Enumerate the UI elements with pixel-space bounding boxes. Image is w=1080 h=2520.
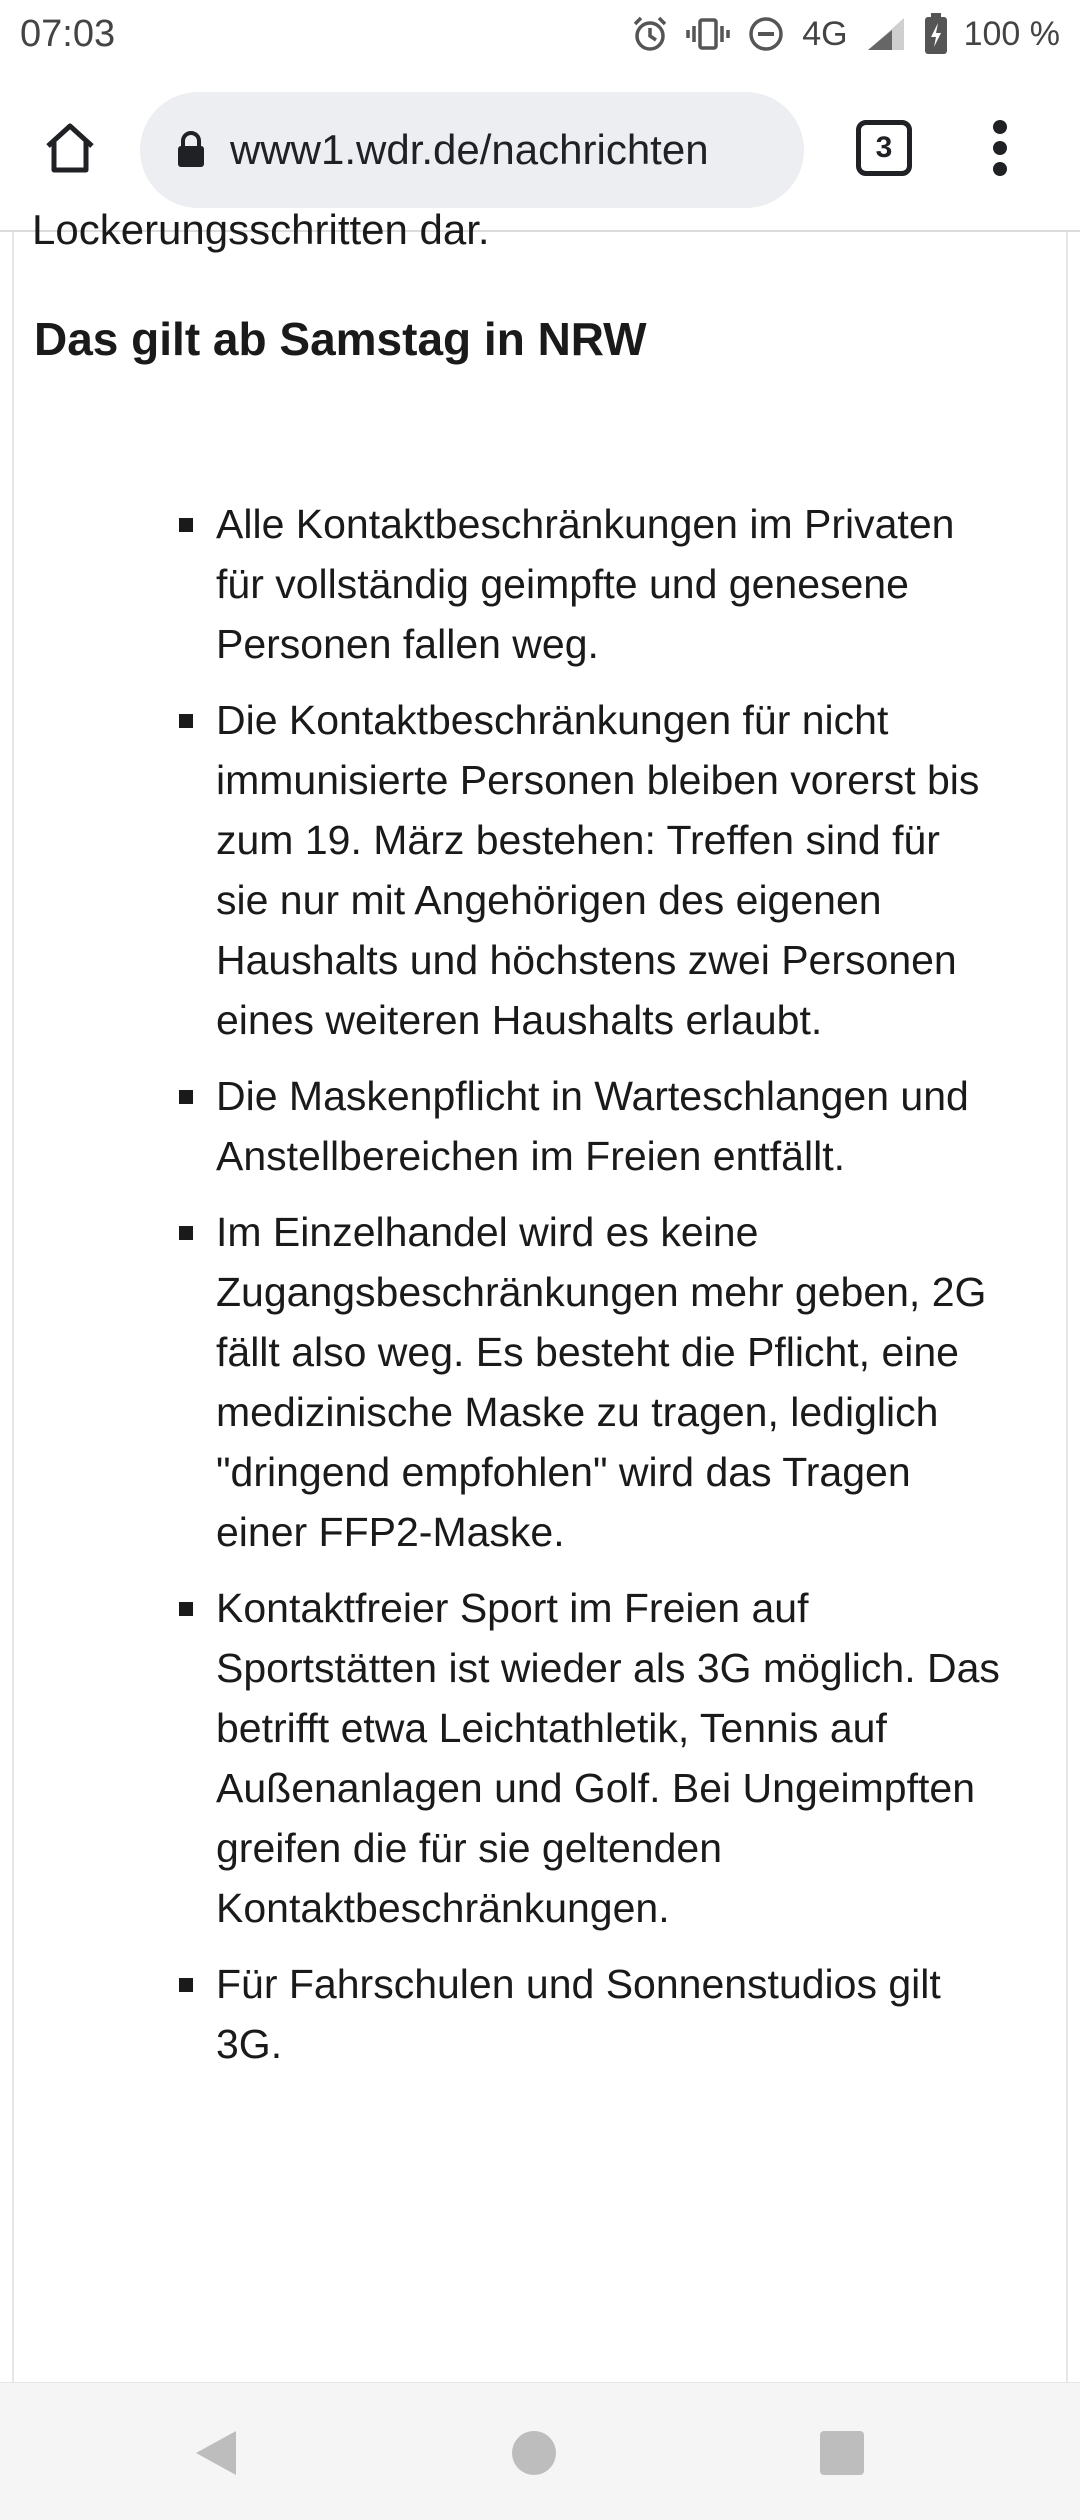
list-item xyxy=(14,1954,1070,2074)
bullet-marker xyxy=(179,1978,193,1992)
home-button[interactable] xyxy=(34,112,106,184)
bullet-marker xyxy=(179,1090,193,1104)
url-text: www1.wdr.de/nachrichten xyxy=(230,126,709,173)
list-item xyxy=(14,690,1070,1050)
back-icon[interactable] xyxy=(196,2431,236,2475)
list-item-text: Kontaktfreier Sport im Freien auf Sportstätten ist wieder als 3G möglich. Das betrifft etwa Leichtathletik, Tennis auf Außenanlagen und Golf. Bei Ungeimpften greifen die für sie geltenden Kontaktbeschränkungen. xyxy=(216,1585,1000,1931)
previous-paragraph-fragment: Lockerungsschritten dar. xyxy=(32,206,490,253)
list-item xyxy=(14,1202,1070,1562)
address-bar[interactable] xyxy=(140,92,804,208)
section-headline: Das gilt ab Samstag in NRW xyxy=(34,313,647,365)
status-bar xyxy=(0,0,1080,68)
lock-icon xyxy=(176,131,206,169)
list-item-text: Im Einzelhandel wird es keine Zugangsbeschränkungen mehr geben, 2G fällt also weg. Es besteht die Pflicht, eine medizinische Maske zu tragen, lediglich "dringend empfohlen" wird das Tragen einer FFP2-Maske. xyxy=(216,1209,987,1555)
battery-icon xyxy=(924,13,948,55)
home-icon xyxy=(40,118,100,178)
list-item-text: Für Fahrschulen und Sonnenstudios gilt 3G. xyxy=(216,1961,941,2067)
list-item-text: Alle Kontaktbeschränkungen im Privaten für vollständig geimpfte und genesene Personen fallen weg. xyxy=(216,501,955,667)
more-vert-icon[interactable] xyxy=(980,112,1020,184)
recent-apps-icon[interactable] xyxy=(820,2431,864,2475)
tab-count: 3 xyxy=(875,131,893,164)
rules-list xyxy=(14,494,1070,2090)
battery-level: 100 % xyxy=(963,14,1060,53)
tab-switcher-button[interactable] xyxy=(856,120,912,176)
status-time: 07:03 xyxy=(20,12,116,55)
list-item-text: Die Kontaktbeschränkungen für nicht immunisierte Personen bleiben vorerst bis zum 19. März bestehen: Treffen sind für sie nur mit Angehörigen des eigenen Haushalts und höchstens zwei Personen eines weiteren Haushalts erlaubt. xyxy=(216,697,980,1043)
bullet-marker xyxy=(179,1602,193,1616)
alarm-icon xyxy=(630,14,670,54)
network-type: 4G xyxy=(802,14,848,53)
home-circle-icon[interactable] xyxy=(512,2431,556,2475)
signal-icon xyxy=(864,14,908,54)
system-navigation-bar xyxy=(0,2382,1080,2520)
list-item xyxy=(14,1066,1070,1186)
list-item xyxy=(14,494,1070,674)
bullet-marker xyxy=(179,518,193,532)
bullet-marker xyxy=(179,714,193,728)
status-icons xyxy=(630,13,1060,55)
do-not-disturb-icon xyxy=(746,14,786,54)
vibrate-icon xyxy=(686,14,730,54)
list-item-text: Die Maskenpflicht in Warteschlangen und Anstellbereichen im Freien entfällt. xyxy=(216,1073,969,1179)
bullet-marker xyxy=(179,1226,193,1240)
article-content xyxy=(12,206,1068,2382)
list-item xyxy=(14,1578,1070,1938)
